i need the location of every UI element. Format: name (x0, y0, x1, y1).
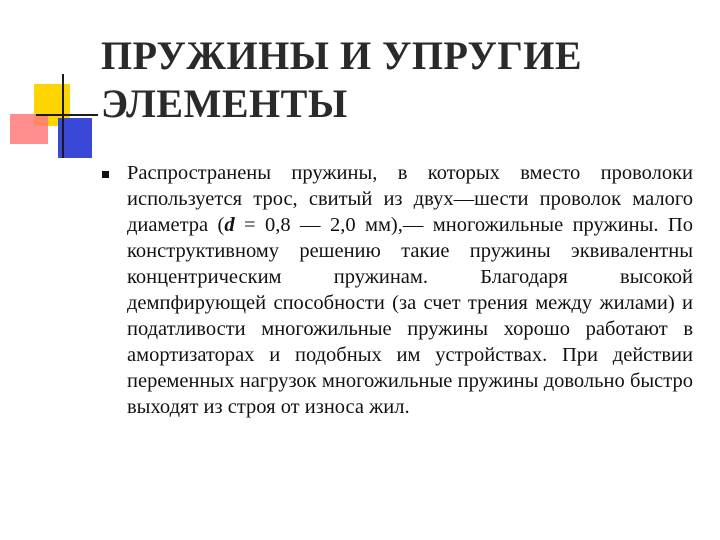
bullet-text (127, 160, 693, 420)
bullet-text-part-1: Распространены пружины, в которых вместо проволоки используется трос, свитый из двух—шести проволок малого диаметра ( (127, 162, 693, 236)
slide-title: ПРУЖИНЫ И УПРУГИЕ ЭЛЕМЕНТЫ (101, 33, 583, 126)
logo-red-block (10, 114, 48, 144)
logo-vertical-line (62, 74, 64, 158)
bullet-text-part-2: = 0,8 — 2,0 мм),— многожильные пружины. По конструктивному решению такие пружины эквивалентны концентрическим пружинам. Благодаря высокой демпфирующей способности (за счет трения между жилами) и податливости многожильные пружины хорошо работают в амортизаторах и подобных им устройствах. При действии переменных нагрузок многожильные пружины довольно быстро выходят из строя от износа жил. (127, 214, 693, 418)
square-bullet-icon (102, 171, 109, 178)
logo-horizontal-line (36, 114, 98, 116)
diameter-symbol: d (224, 214, 235, 236)
